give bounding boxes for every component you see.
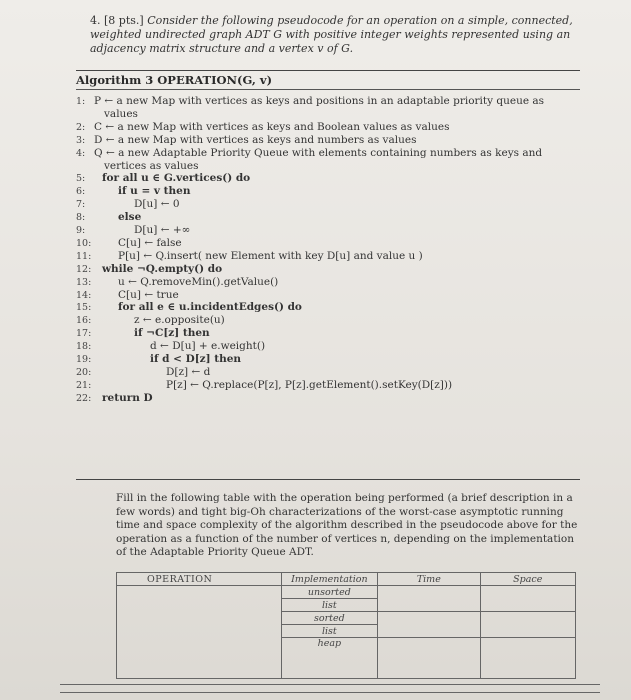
pseudocode-line: if ¬C[z] then [134,327,210,340]
time-cell[interactable] [378,586,480,612]
line-number: 14: [76,289,92,301]
pseudocode-line: D[z] ← d [166,365,211,378]
pseudocode-line: return D [102,391,153,404]
answer-table-header [117,573,576,586]
impl-cell: list [281,625,377,638]
question-number: 4. [90,14,101,27]
pseudocode-line: P[z] ← Q.replace(P[z], P[z].getElement().setKey(D[z])) [166,378,453,391]
space-cell[interactable] [480,586,575,612]
pseudocode-line: while ¬Q.empty() do [102,262,223,275]
pseudocode-line: else [118,211,142,224]
table-instructions: Fill in the following table with the operation being performed (a brief description in a few words) and tight big-Oh characterizations of the worst-case asymptotic running time and space complexity of the algorithm described in the pseudocode above for the operation as a function of the number of vertices n, depending on the implementation of the Adaptable Priority Queue ADT. [116,492,578,558]
line-number: 21: [76,379,92,391]
pseudocode-line: u ← Q.removeMin().getValue() [118,275,279,288]
line-number: 15: [76,302,92,314]
space-cell[interactable] [480,612,575,638]
pseudocode-line: C[u] ← true [118,288,179,301]
space-cell[interactable] [480,638,575,679]
impl-cell: list [281,599,377,612]
pseudocode-line: D ← a new Map with vertices as keys and numbers as values [94,133,417,146]
question-text [90,14,580,56]
line-number: 12: [76,263,92,275]
pseudocode-line: for all u ∈ G.vertices() do [102,172,251,185]
pseudocode-line: C[u] ← false [118,236,182,249]
line-number: 8: [76,212,86,224]
line-number: 19: [76,354,92,365]
algorithm-title: Algorithm 3 OPERATION(G, v) [76,73,580,90]
operation-cell[interactable] [117,586,282,679]
question-body: Consider the following pseudocode for an operation on a simple, connected, weighted undirected graph ADT G with positive integer weights represented using an adjacency matrix structure and a vertex v of G. [90,14,573,55]
line-number: 11: [76,250,92,262]
line-number: 2: [76,121,86,133]
line-number: 10: [76,237,92,249]
impl-cell: heap [281,638,377,679]
pseudocode-line: values [104,107,138,120]
time-cell[interactable] [378,612,480,638]
pseudocode-line: D[u] ← +∞ [134,224,191,236]
pseudocode-line: P ← a new Map with vertices as keys and positions in an adaptable priority queue as [94,95,545,107]
line-number: 9: [76,225,86,236]
line-number: 7: [76,199,86,211]
line-number: 5: [76,173,86,185]
answer-table [116,572,576,679]
page-divider [60,692,600,693]
line-number: 1: [76,96,86,107]
impl-cell: sorted [281,612,377,625]
algorithm-box [76,70,580,480]
line-number: 22: [76,392,92,404]
line-number: 4: [76,147,86,159]
pseudocode-line: d ← D[u] + e.weight() [150,340,266,353]
impl-cell: unsorted [281,586,377,599]
pseudocode-line: P[u] ← Q.insert( new Element with key D[u] and value u ) [118,249,423,262]
question-points: [8 pts.] [104,14,144,27]
pseudocode-line: C ← a new Map with vertices as keys and Boolean values as values [94,120,450,133]
line-number: 3: [76,134,86,146]
header-space: Space [480,573,575,586]
time-cell[interactable] [378,638,480,679]
pseudocode-line: D[u] ← 0 [134,198,180,211]
line-number: 17: [76,328,92,340]
table-row [117,586,576,599]
header-implementation: Implementation [281,573,377,586]
line-number: 6: [76,186,86,198]
pseudocode-line: if d < D[z] then [150,353,242,365]
line-number: 13: [76,276,92,288]
pseudocode-line: if u = v then [118,185,191,198]
pseudocode-line: vertices as values [104,159,199,172]
header-time: Time [378,573,480,586]
pseudocode-line: z ← e.opposite(u) [134,314,225,327]
line-number: 16: [76,315,92,327]
pseudocode-line: for all e ∈ u.incidentEdges() do [118,301,302,314]
page-divider [60,684,600,685]
header-operation: OPERATION [117,573,282,586]
line-number: 18: [76,341,92,353]
line-number: 20: [76,366,92,378]
pseudocode-line: Q ← a new Adaptable Priority Queue with elements containing numbers as keys and [94,146,543,159]
